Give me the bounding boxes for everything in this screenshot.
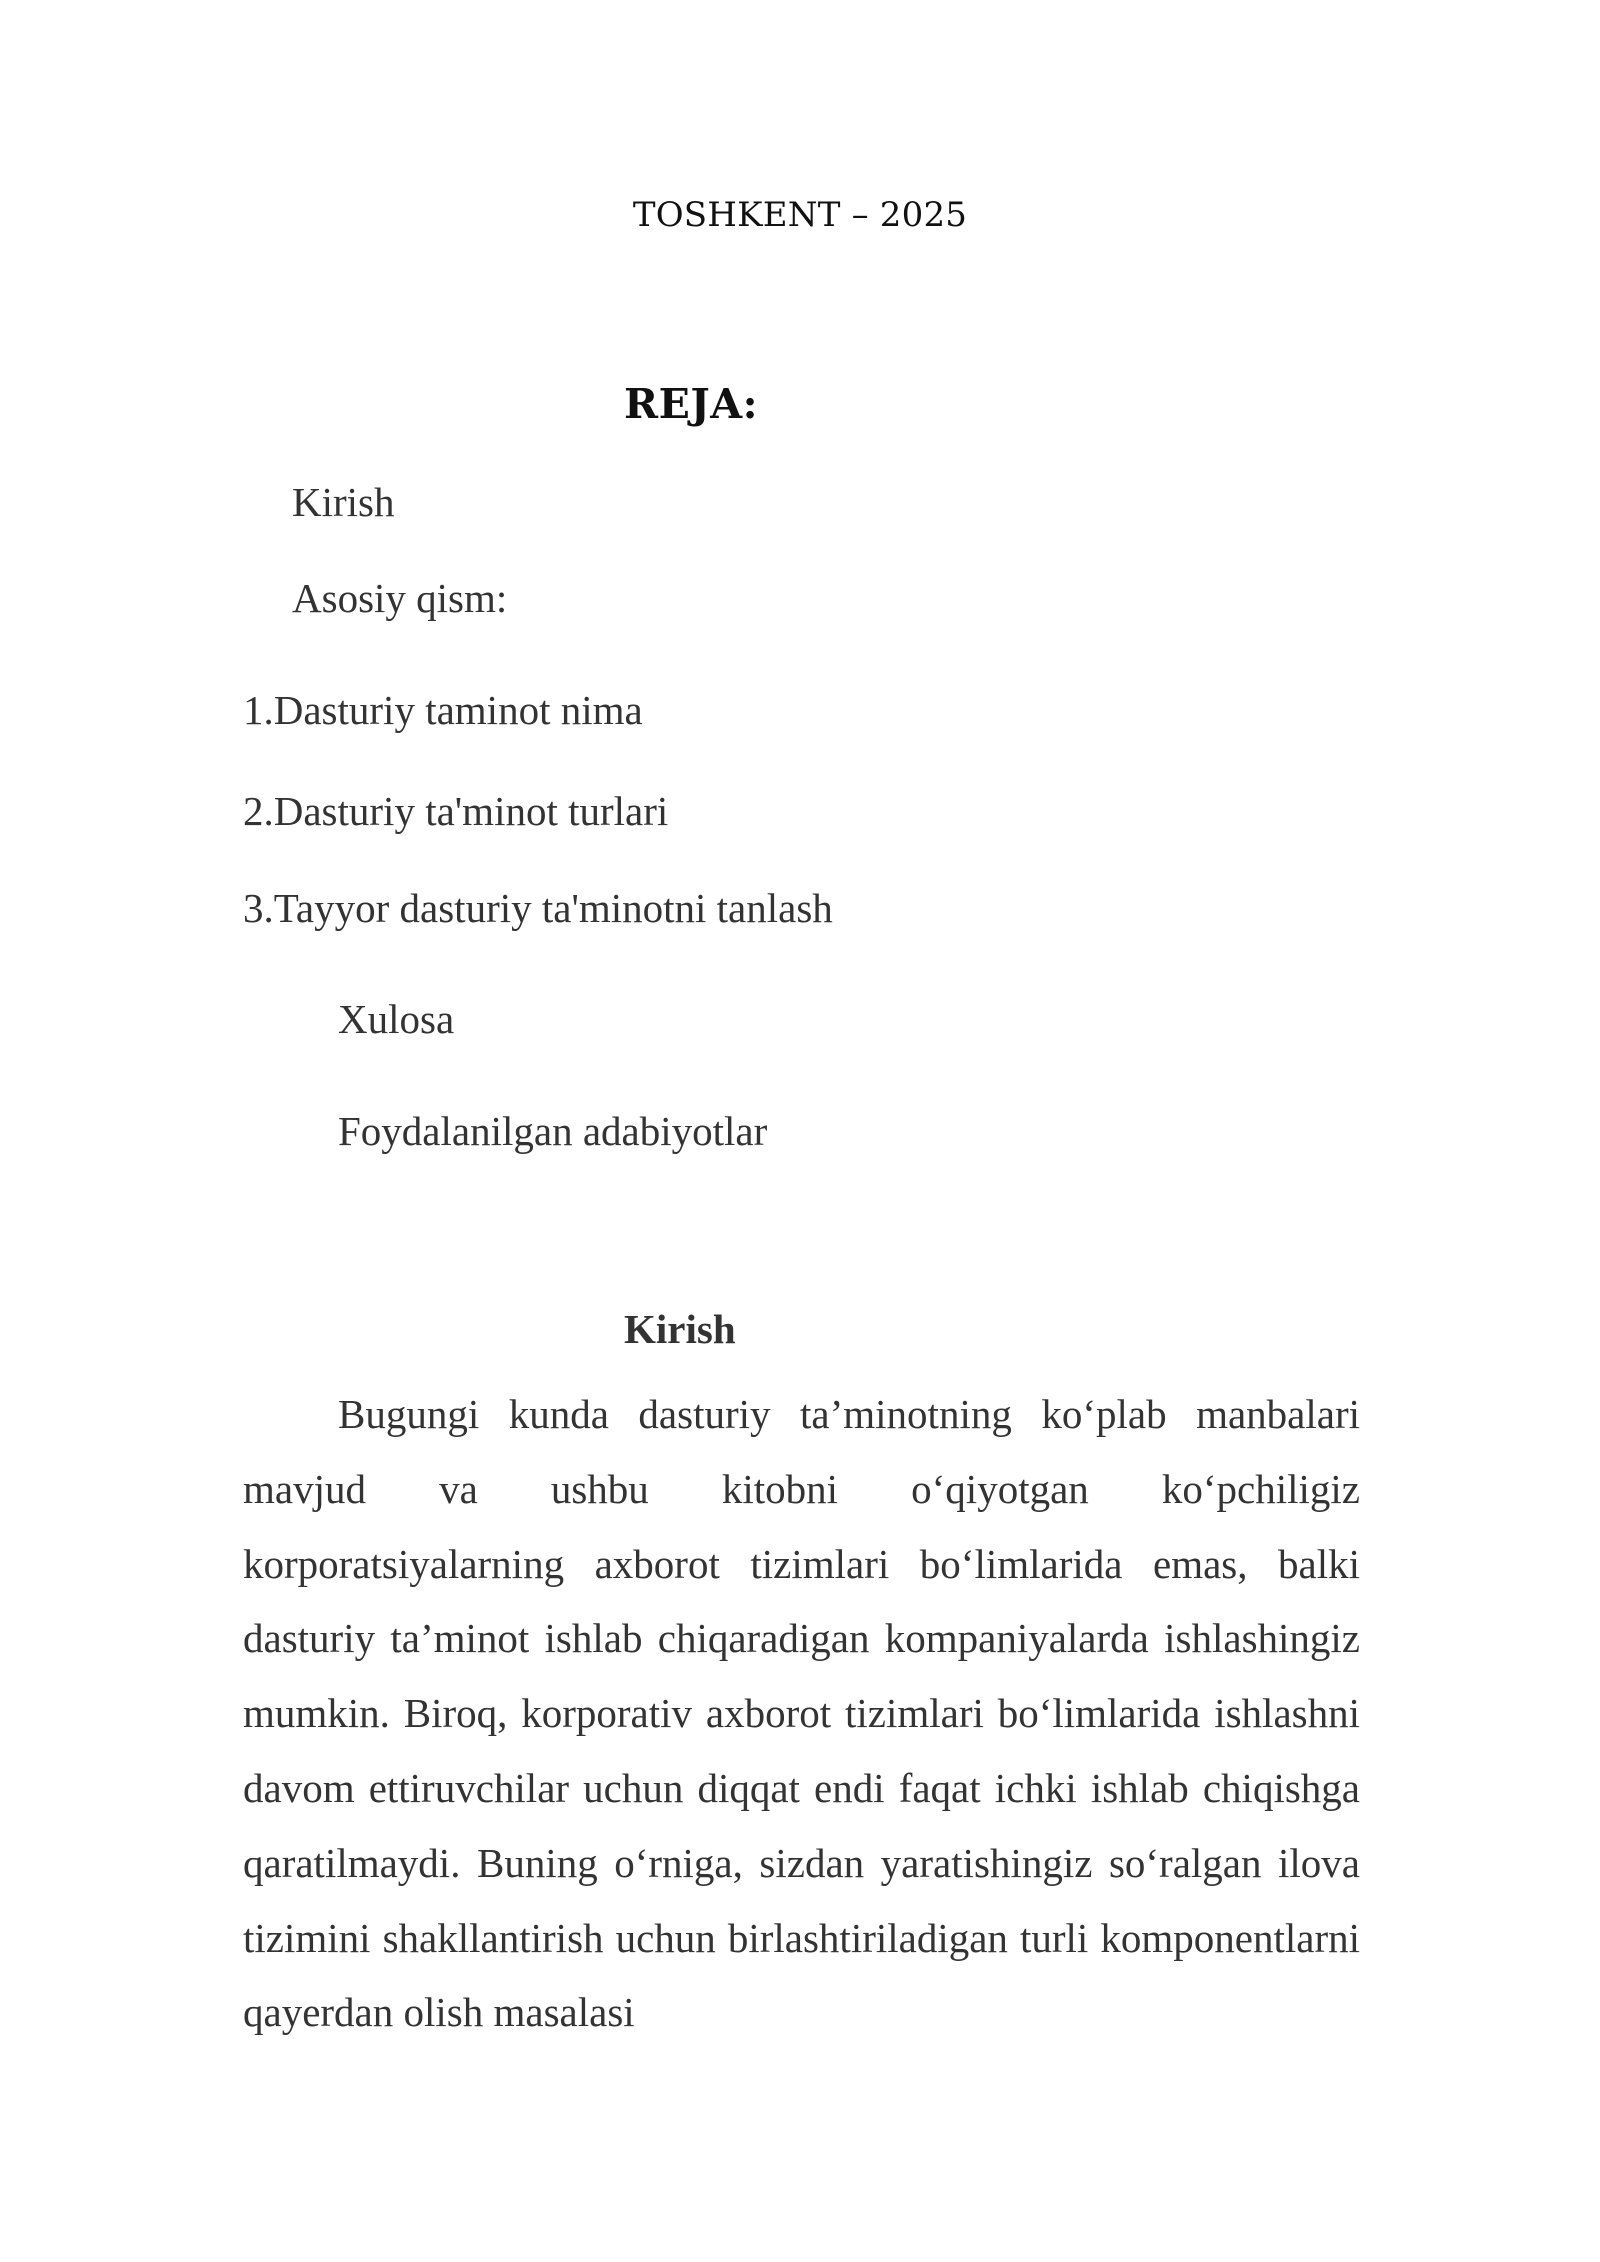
plan-item-main-part: Asosiy qism:: [292, 575, 508, 621]
plan-title: REJA:: [624, 380, 759, 428]
plan-item-references: Foydalanilgan adabiyotlar: [338, 1108, 768, 1154]
plan-item-introduction: Kirish: [292, 479, 395, 525]
plan-item-section-2: 2.Dasturiy ta'minot turlari: [243, 788, 669, 834]
plan-item-section-3: 3.Tayyor dasturiy ta'minotni tanlash: [243, 885, 833, 931]
city-year-line: TOSHKENT – 2025: [632, 195, 968, 235]
plan-item-section-1: 1.Dasturiy taminot nima: [243, 687, 643, 733]
intro-section-title: Kirish: [624, 1306, 736, 1352]
plan-item-conclusion: Xulosa: [338, 996, 455, 1042]
intro-paragraph: Bugungi kunda dasturiy ta’minotning ko‘plab manbalari mavjud va ushbu kitobni o‘qiyotgan ko‘pchiligiz korporatsiyalarning axborot tizimlari bo‘limlarida emas, balki dasturiy ta’minot ishlab chiqaradigan kompaniyalarda ishlashingiz mumkin. Biroq, korporativ axborot tizimlari bo‘limlarida ishlashni davom ettiruvchilar uchun diqqat endi faqat ichki ishlab chiqishga qaratilmaydi. Buning o‘rniga, sizdan yaratishingiz so‘ralgan ilova tizimini shakllantirish uchun birlashtiriladigan turli komponentlarni qayerdan olish masalasi: [243, 1391, 1360, 2036]
